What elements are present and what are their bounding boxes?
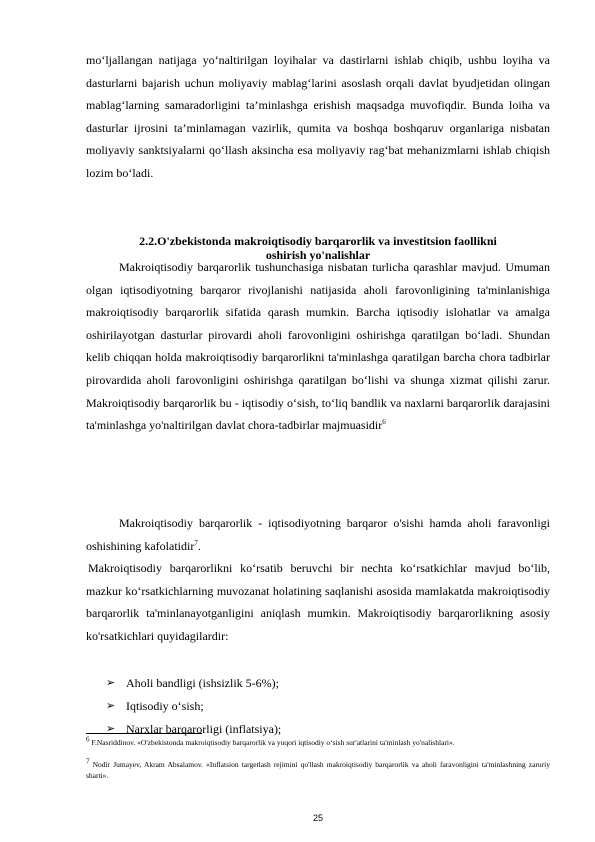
footnote-text: Nodir Jumayev, Akram Absalamov. «Inflatsion targetlash rejimini qo'llash makroiqtisodiy barqarorlik va aholi faravonligini ta'minlashning zaruriy sharti». [86, 760, 551, 780]
footnote-number: 7 [86, 757, 90, 766]
footnote-7 [86, 759, 550, 781]
footnote-divider [86, 733, 202, 734]
paragraph-4: Makroiqtisodiy barqarorlikni ko‘rsatib beruvchi bir nechta ko‘rsatkichlar mavjud bo‘lib, mazkur ko‘rsatkichlarning muvozanat holatining saqlanishi asosida mamlakatda makroiqtisodiy barqarorlik ta'minlanayotganligini aniqlash mumkin. Makroiqtisodiy barqarorlikning asosiy ko'rsatkichlari quyidagilardir: [86, 561, 550, 643]
section-heading-line2: oshirish yo'nalishlar [265, 248, 371, 262]
footnote-ref-6: 6 [382, 418, 386, 427]
page-number: 25 [312, 813, 323, 823]
footnote-ref-7: 7 [194, 538, 198, 547]
list-item [106, 672, 546, 695]
indicator-list [106, 672, 546, 741]
arrow-bullet-icon: ➢ [106, 700, 116, 712]
paragraph-3-text: Makroiqtisodiy barqarorlik - iqtisodiyotning barqaror o'sishi hamda aholi faravonligi oshishining kafolatidir [86, 516, 550, 553]
footnote-6 [86, 737, 550, 748]
list-item-text: Aholi bandligi (ishsizlik 5-6%); [126, 676, 279, 690]
paragraph-2 [86, 256, 550, 437]
intro-paragraph: mo‘ljallangan natijaga yo‘naltirilgan loyihalar va dastirlarni ishlab chiqib, ushbu loyiha va dasturlarni bajarish uchun moliyaviy mablag‘larini asoslash orqali davlat byudjetidan olingan mablag‘larning samaradorligini ta’minlashga erishish maqsadga muvofiqdir. Bunda loiha va dasturlar ijrosini ta’minlamagan vazirlik, qumita va boshqa boshqaruv organlariga nisbatan moliyaviy sanktsiyalarni qo‘llash aksincha esa moliyaviy rag‘bat mehanizmlarni ishlab chiqish lozim bo‘ladi. [86, 53, 550, 180]
paragraph-2-text: Makroiqtisodiy barqarorlik tushunchasiga nisbatan turlicha qarashlar mavjud. Umuman olgan iqtisodiyotning barqaror rivojlanishi natijasida aholi farovonligining ta'minlanishiga makroiqtisodiy barqarorlik sifatida qarash mumkin. Barcha iqtisodiy islohatlar va amalga oshirilayotgan dasturlar pirovardi aholi farovonligini oshirishga qaratilgan bo‘ladi. Shundan kelib chiqqan holda makroiqtisodiy barqarorlikni ta'minlashga qaratilgan barcha chora tadbirlar pirovardida aholi farovonligini oshirishga qaratilgan bo‘lishi va shunga xizmat qilishi zarur. Makroiqtisodiy barqarorlik bu - iqtisodiy o‘sish, to‘liq bandlik va naxlarni barqarorlik darajasini ta'minlashga yo'naltirilgan davlat chora-tadbirlar majmuasidir [86, 260, 550, 433]
list-item-text: Narxlar barqarorligi (inflatsiya); [126, 722, 282, 736]
arrow-bullet-icon: ➢ [106, 723, 116, 735]
arrow-bullet-icon: ➢ [106, 677, 116, 689]
paragraph-3 [86, 512, 550, 557]
list-item-text: Iqtisodiy o‘sish; [126, 699, 204, 713]
section-heading-line1: 2.2.O'zbekistonda makroiqtisodiy barqarorlik va investitsion faollikni [139, 234, 497, 248]
footnote-number: 6 [86, 735, 90, 744]
list-item [106, 695, 546, 718]
paragraph-3-end: . [197, 538, 201, 553]
footnote-text: F.Nasriddinov. «O'zbekistonda makroiqtisodiy barqarorlik va yuqori iqtisodiy o‘sish sur'atlarini ta'minlash yo'nalishlari». [91, 738, 455, 747]
